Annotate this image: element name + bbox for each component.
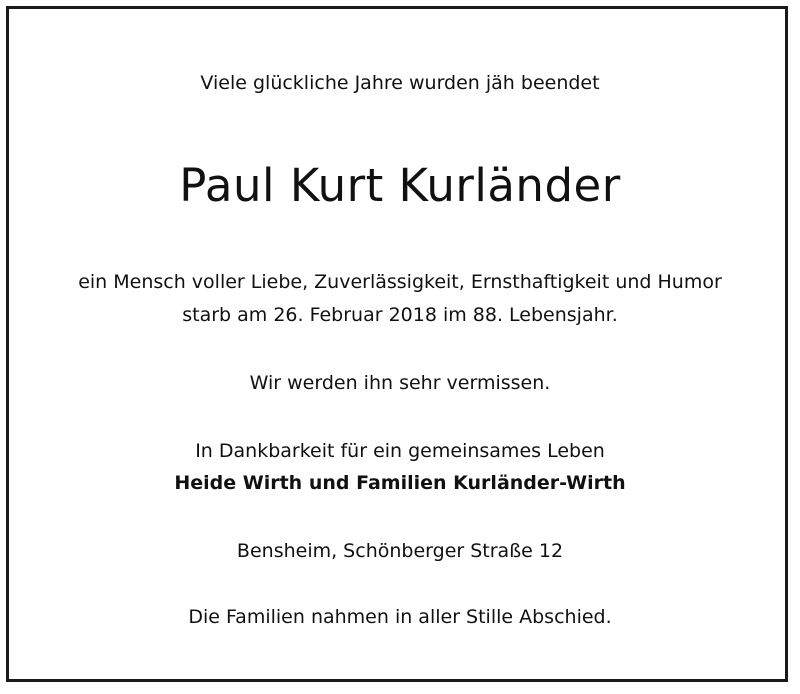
gratitude-line: In Dankbarkeit für ein gemeinsames Leben xyxy=(195,440,605,462)
traits-line: ein Mensch voller Liebe, Zuverlässigkeit, Ernsthaftigkeit und Humor xyxy=(78,271,722,293)
death-line: starb am 26. Februar 2018 im 88. Lebensjahr. xyxy=(182,304,618,326)
address-line: Bensheim, Schönberger Straße 12 xyxy=(236,540,564,562)
mourners-line: Heide Wirth und Familien Kurländer-Wirth xyxy=(174,472,626,494)
miss-line: Wir werden ihn sehr vermissen. xyxy=(249,372,551,394)
notice-border xyxy=(6,6,788,682)
intro-line: Viele glückliche Jahre wurden jäh beendet xyxy=(200,72,600,94)
deceased-name: Paul Kurt Kurländer xyxy=(179,159,621,212)
farewell-line: Die Familien nahmen in aller Stille Abschied. xyxy=(188,606,612,628)
